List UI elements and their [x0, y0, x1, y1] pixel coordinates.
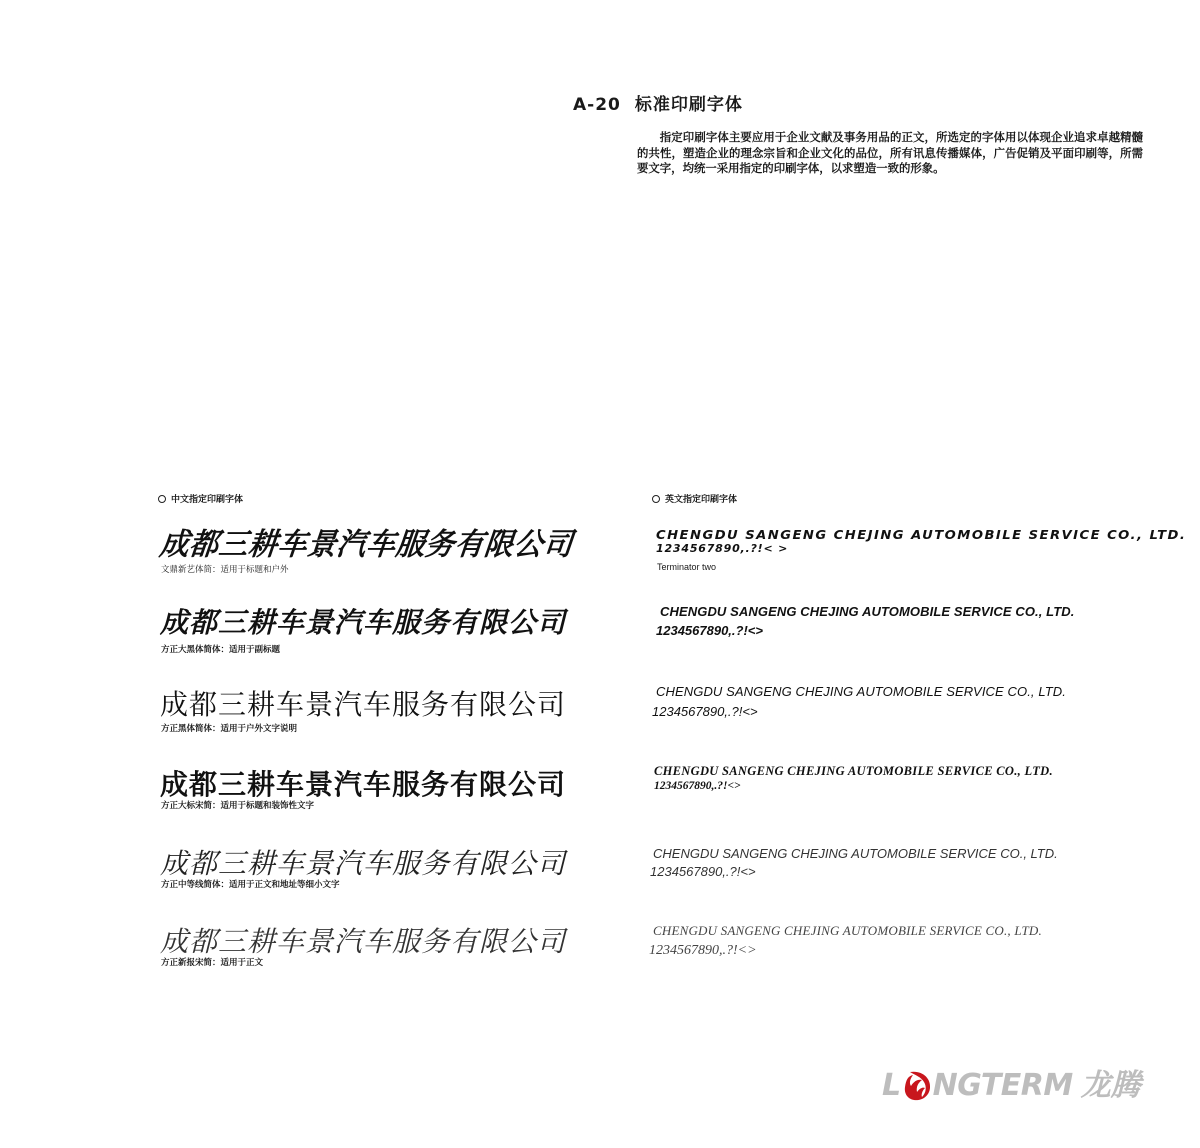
circle-bullet-icon [652, 495, 660, 503]
english-fonts-heading [652, 492, 737, 505]
intro-paragraph: 指定印刷字体主要应用于企业文献及事务用品的正文，所选定的字体用以体现企业追求卓越精髓的共性，塑造企业的理念宗旨和企业文化的品位，所有讯息传播媒体，广告促销及平面印刷等，所需要文字，均统一采用指定的印刷字体，以求塑造一致的形象。 [637, 130, 1143, 175]
chinese-sample-5-note: 方正中等线简体：适用于正文和地址等细小文字 [161, 880, 340, 890]
chinese-sample-4-note: 方正大标宋简：适用于标题和装饰性文字 [161, 801, 315, 811]
page-title [573, 90, 743, 115]
chinese-sample-4: 成都三耕车景汽车服务有限公司 [160, 768, 567, 801]
chinese-sample-5: 成都三耕车景汽车服务有限公司 [160, 847, 567, 880]
english-sample-3-line2: 1234567890,.?!<> [652, 704, 758, 719]
english-sample-2-line1: CHENGDU SANGENG CHEJING AUTOMOBILE SERVICE CO., LTD. [660, 604, 1075, 619]
english-sample-4-line1: CHENGDU SANGENG CHEJING AUTOMOBILE SERVICE CO., LTD. [654, 764, 1053, 778]
english-sample-4-line2: 1234567890,.?!<> [654, 780, 741, 792]
english-sample-3-line1: CHENGDU SANGENG CHEJING AUTOMOBILE SERVICE CO., LTD. [656, 684, 1066, 699]
english-sample-5-line1: CHENGDU SANGENG CHEJING AUTOMOBILE SERVICE CO., LTD. [653, 846, 1058, 861]
chinese-sample-3: 成都三耕车景汽车服务有限公司 [160, 688, 567, 721]
chinese-sample-2: 成都三耕车景汽车服务有限公司 [160, 606, 567, 639]
english-sample-6-line2: 1234567890,.?!<> [649, 943, 757, 958]
english-sample-2-line2: 1234567890,.?!<> [656, 623, 763, 638]
circle-bullet-icon [158, 495, 166, 503]
chinese-sample-1: 成都三耕车景汽车服务有限公司 [157, 526, 575, 562]
chinese-sample-2-note: 方正大黑体简体：适用于副标题 [161, 645, 281, 655]
logo-suffix: NGTERM [932, 1068, 1073, 1103]
english-fonts-label: 英文指定印刷字体 [665, 495, 738, 505]
english-sample-1-note: Terminator two [657, 562, 717, 572]
chinese-fonts-heading [158, 492, 243, 505]
chinese-sample-3-note: 方正黑体简体：适用于户外文字说明 [161, 724, 298, 734]
longterm-watermark-logo [882, 1068, 1172, 1104]
english-sample-5-line2: 1234567890,.?!<> [650, 864, 756, 879]
chinese-sample-1-note: 文鼎新艺体简：适用于标题和户外 [161, 565, 289, 575]
section-code: A-20 [573, 95, 621, 115]
chinese-sample-6-note: 方正新报宋简：适用于正文 [161, 958, 264, 968]
english-sample-1-line1: CHENGDU SANGENG CHEJING AUTOMOBILE SERVICE CO., LTD. [656, 527, 1187, 542]
logo-chinese: 龙腾 [1080, 1068, 1141, 1103]
chinese-fonts-label: 中文指定印刷字体 [171, 495, 244, 505]
section-title: 标准印刷字体 [634, 95, 743, 115]
logo-prefix: L [882, 1068, 901, 1103]
chinese-sample-6: 成都三耕车景汽车服务有限公司 [160, 925, 567, 958]
dragon-seal-icon [902, 1070, 932, 1102]
english-sample-1-line2: 1234567890,.?!< > [656, 542, 789, 555]
english-sample-6-line1: CHENGDU SANGENG CHEJING AUTOMOBILE SERVICE CO., LTD. [653, 923, 1042, 938]
